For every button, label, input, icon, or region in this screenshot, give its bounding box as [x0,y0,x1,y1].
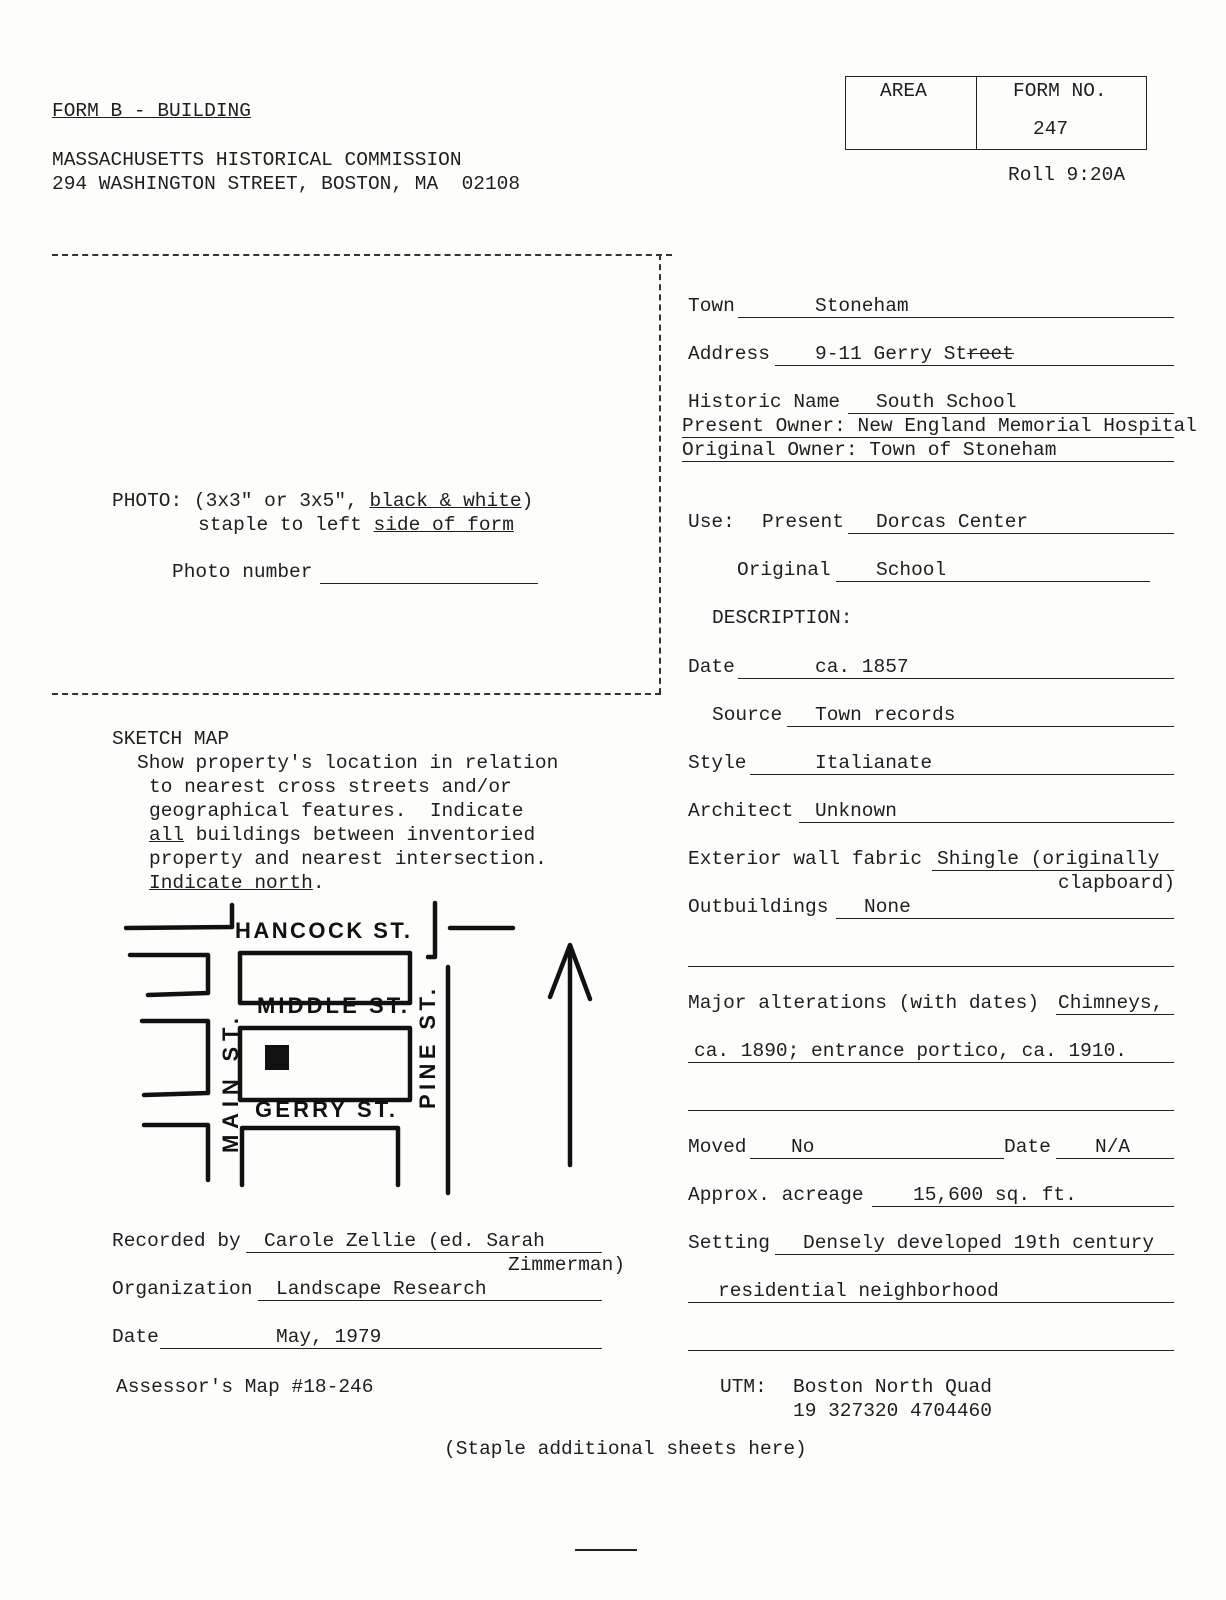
description-heading: DESCRIPTION: [712,607,853,629]
source-line [787,726,1174,727]
present-owner: Present Owner: New England Memorial Hospital [682,415,1197,437]
setting-value-1: Densely developed 19th century [803,1232,1155,1254]
street-edge [428,903,435,957]
original-owner-line [682,461,1174,462]
original-owner: Original Owner: Town of Stoneham [682,439,1057,461]
street-label-hancock: HANCOCK ST. [235,918,410,943]
sketch-map [110,895,630,1225]
acreage-line [872,1206,1174,1207]
photo-number-label: Photo number [172,561,313,583]
setting-line-1 [775,1254,1174,1255]
form-number-label: FORM NO. [1013,80,1107,102]
staple-note: (Staple additional sheets here) [444,1438,807,1460]
street-label-main: MAIN ST. [218,1018,243,1153]
use-original-value: School [876,559,947,581]
alterations-value-1: Chimneys, [1058,992,1164,1014]
photo-instructions-1: PHOTO: (3x3" or 3x5", black & white) [112,490,534,512]
block-south-of-gerry [242,1128,398,1185]
moved-value: No [791,1136,815,1158]
agency-name: MASSACHUSETTS HISTORICAL COMMISSION [52,149,462,171]
sketch-map-title: SKETCH MAP [112,728,230,750]
setting-value-2: residential neighborhood [718,1280,999,1302]
address-value: 9-11 Gerry Street [815,343,1014,365]
alterations-line-2 [688,1062,1174,1063]
style-label: Style [688,752,747,774]
street-label-gerry: GERRY ST. [255,1097,395,1122]
outbuildings-line-2 [688,966,1174,967]
street-edge [126,905,232,928]
moved-date-value: N/A [1095,1136,1131,1158]
address-line [775,365,1174,366]
town-value: Stoneham [815,295,909,317]
source-label: Source [712,704,783,726]
page-mark [575,1549,637,1551]
acreage-value: 15,600 sq. ft. [913,1184,1077,1206]
street-label-pine: PINE ST. [415,989,440,1109]
architect-label: Architect [688,800,794,822]
town-label: Town [688,295,735,317]
area-box [845,76,977,150]
photo-box-bottom [52,693,661,695]
use-present-value: Dorcas Center [876,511,1029,533]
use-present-label: Present [762,511,844,533]
roll-number: Roll 9:20A [1008,164,1126,186]
alterations-label: Major alterations (with dates) [688,992,1040,1014]
sketch-instructions-1: Show property's location in relation [137,752,559,774]
photo-box-right [659,254,661,694]
form-number-value: 247 [1033,118,1069,140]
sketch-instructions-2: to nearest cross streets and/or [149,776,512,798]
sketch-instructions-5: property and nearest intersection. [149,848,547,870]
exterior-value-2: clapboard) [1058,872,1176,894]
moved-date-line [1056,1158,1174,1159]
historic-name-value: South School [876,391,1017,413]
recorded-by-value-2: Zimmerman) [508,1254,626,1276]
organization-value: Landscape Research [276,1278,487,1300]
alterations-line-1 [1056,1014,1174,1015]
outbuildings-label: Outbuildings [688,896,829,918]
recorded-date-label: Date [112,1326,159,1348]
style-value: Italianate [815,752,933,774]
address-label: Address [688,343,770,365]
town-line [738,317,1174,318]
use-original-line [836,581,1150,582]
date-label: Date [688,656,735,678]
sketch-instructions-4: all buildings between inventoried [149,824,536,846]
recorded-by-label: Recorded by [112,1230,241,1252]
street-label-middle: MIDDLE ST. [257,993,407,1018]
outbuildings-line [836,918,1174,919]
outbuildings-value: None [864,896,911,918]
utm-coordinates: 19 327320 4704460 [793,1400,992,1422]
recorded-date-value: May, 1979 [276,1326,382,1348]
use-present-line [848,533,1174,534]
street-edge [142,1021,208,1095]
date-line [738,678,1174,679]
organization-line [258,1300,602,1301]
style-line [750,774,1174,775]
sketch-instructions-3: geographical features. Indicate [149,800,524,822]
moved-line [750,1158,1004,1159]
agency-address: 294 WASHINGTON STREET, BOSTON, MA 02108 [52,173,521,195]
moved-label: Moved [688,1136,747,1158]
alterations-value-2: ca. 1890; entrance portico, ca. 1910. [694,1040,1127,1062]
recorded-by-value-1: Carole Zellie (ed. Sarah [264,1230,545,1252]
exterior-label: Exterior wall fabric [688,848,923,870]
moved-date-label: Date [1004,1136,1051,1158]
source-value: Town records [815,704,956,726]
use-original-label: Original [737,559,831,581]
setting-label: Setting [688,1232,770,1254]
historic-name-label: Historic Name [688,391,841,413]
exterior-value-1: Shingle (originally [937,848,1160,870]
setting-line-2 [688,1302,1174,1303]
date-value: ca. 1857 [815,656,909,678]
acreage-label: Approx. acreage [688,1184,864,1206]
street-edge [144,1125,208,1180]
form-number-box [975,76,1147,150]
architect-value: Unknown [815,800,897,822]
alterations-line-3 [688,1110,1174,1111]
recorded-date-line [160,1348,602,1349]
assessor-map: Assessor's Map #18-246 [116,1376,374,1398]
utm-label: UTM: [720,1376,767,1398]
utm-quad: Boston North Quad [793,1376,992,1398]
photo-number-line [320,583,538,584]
use-label: Use: [688,511,735,533]
architect-line [799,822,1174,823]
setting-line-3 [688,1350,1174,1351]
form-title: FORM B - BUILDING [52,100,251,122]
street-edge [130,955,208,995]
sketch-instructions-6: Indicate north. [149,872,325,894]
photo-instructions-2: staple to left side of form [198,514,514,536]
school-building-marker [265,1045,289,1070]
photo-box-top [52,254,672,256]
organization-label: Organization [112,1278,253,1300]
area-label: AREA [880,80,927,102]
